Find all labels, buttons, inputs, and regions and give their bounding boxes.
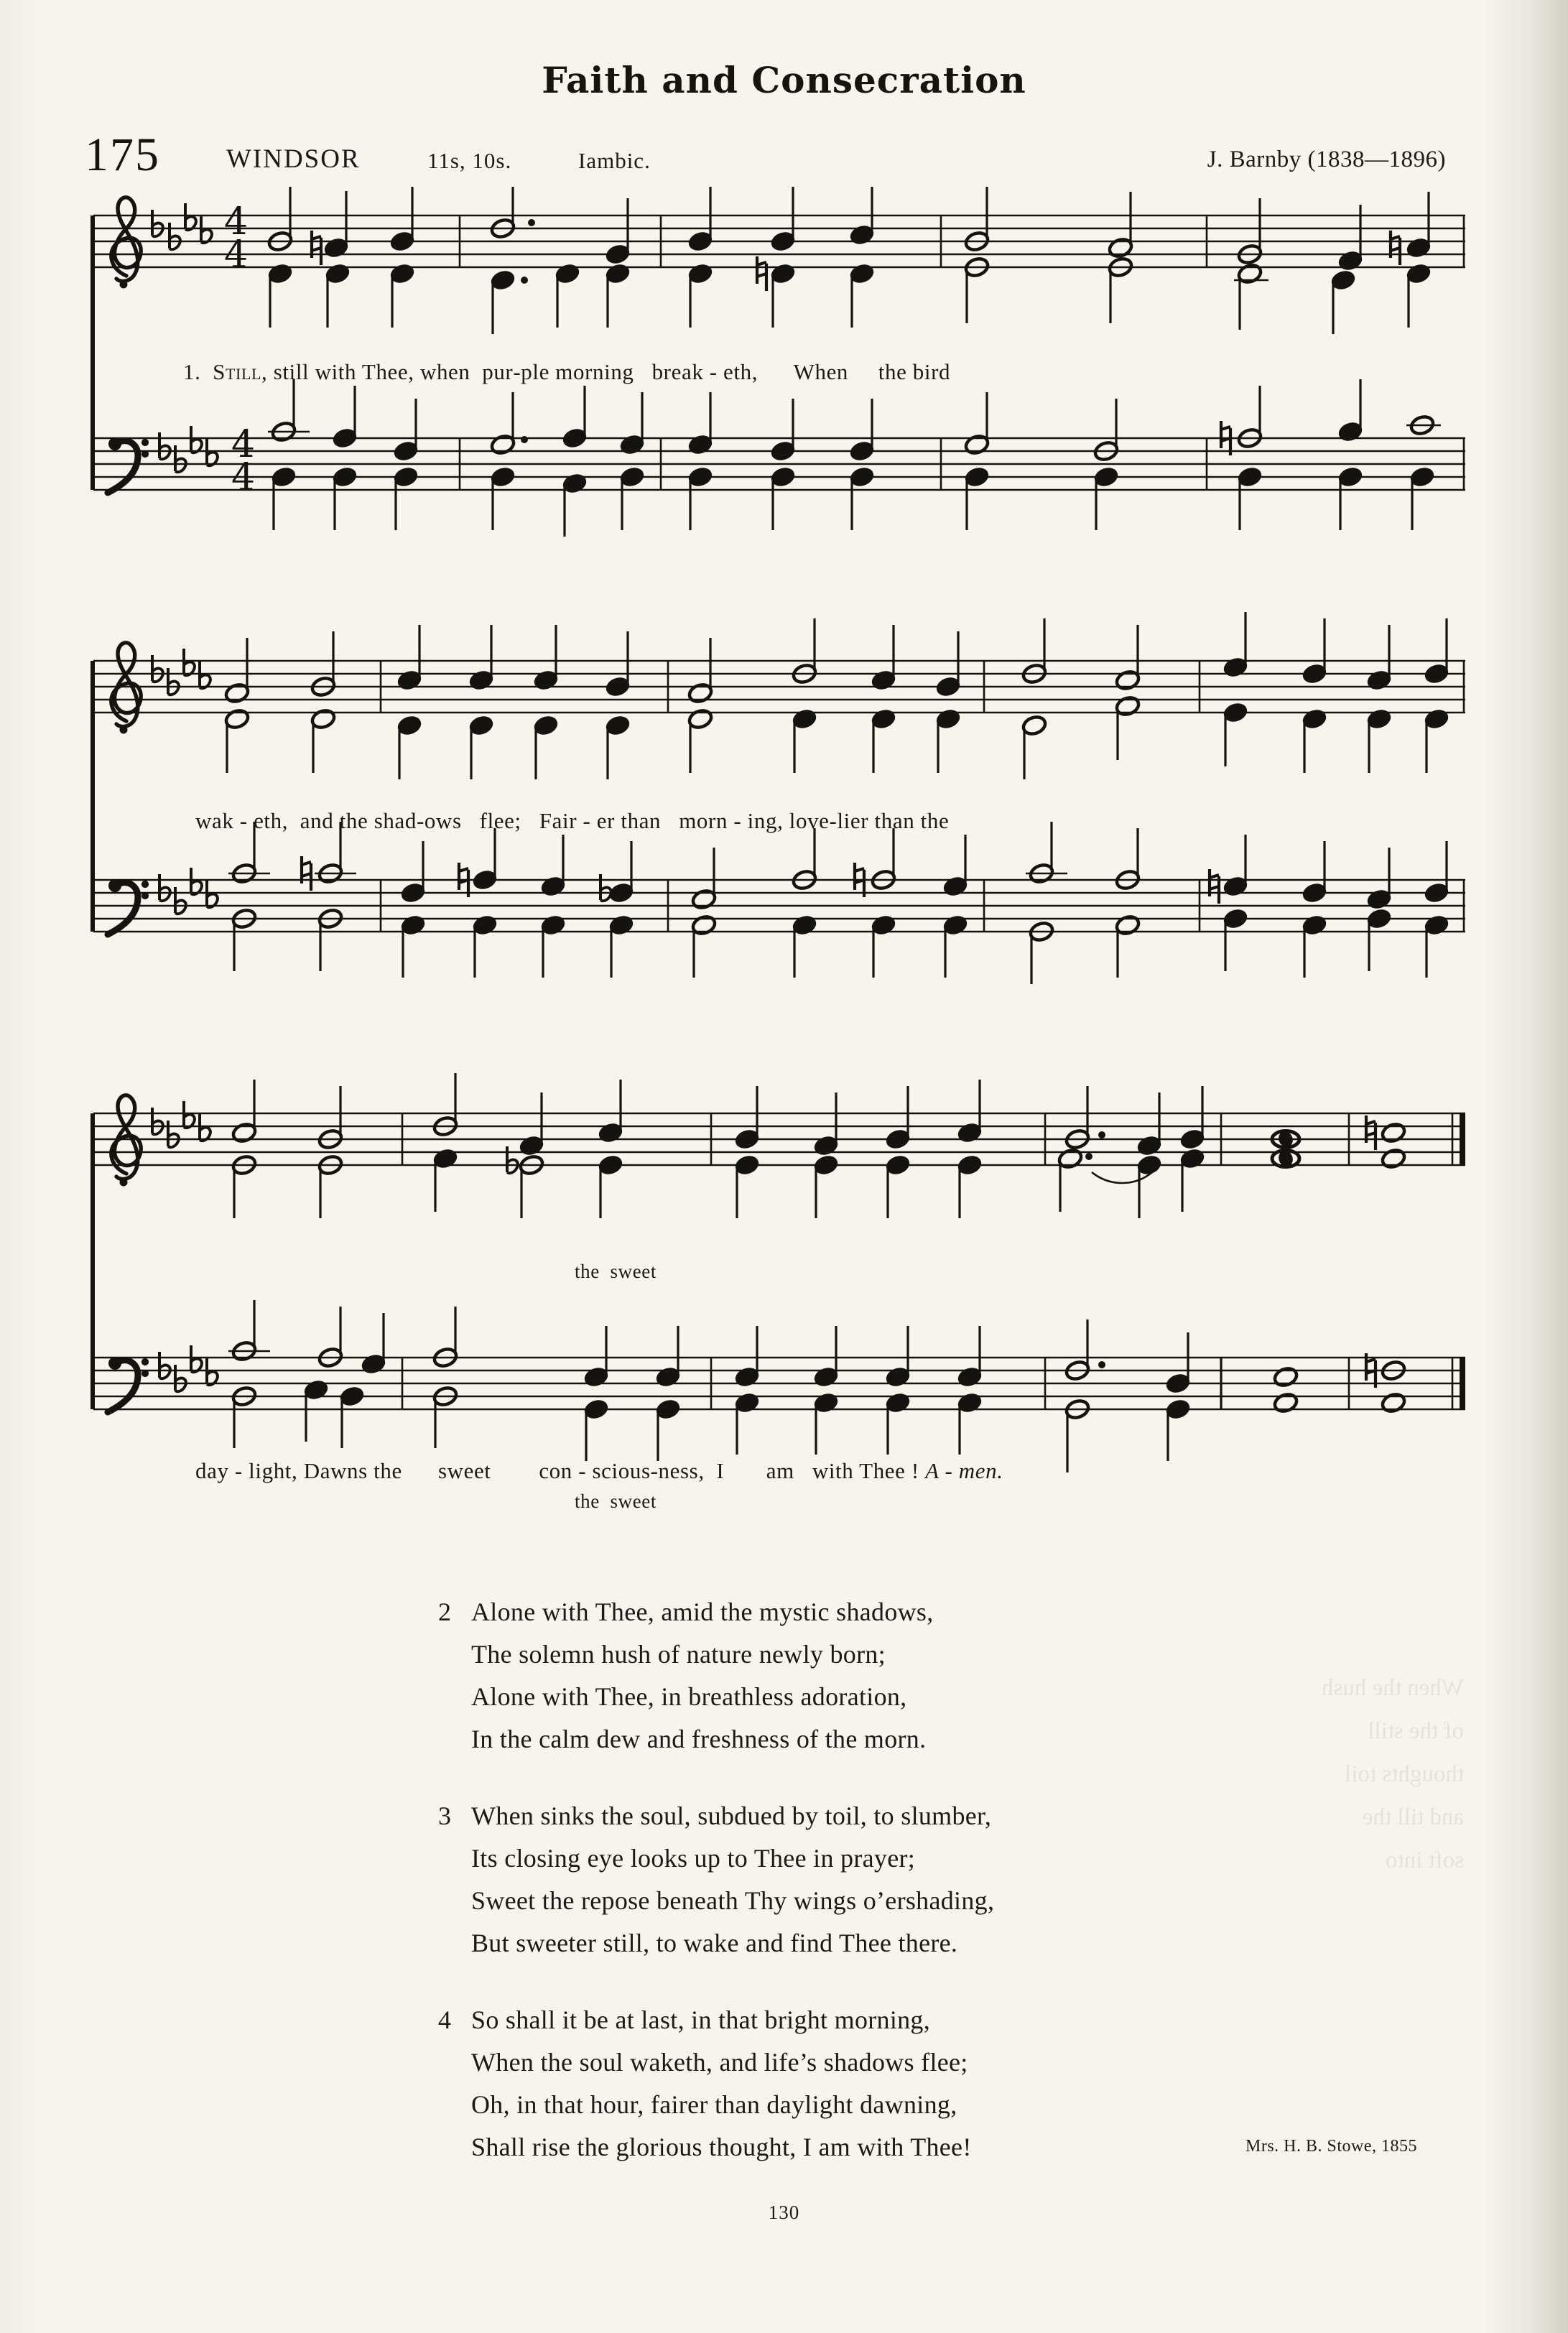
page-number: 130 bbox=[768, 2202, 800, 2223]
musical-notation bbox=[0, 187, 1568, 1523]
page-title: Faith and Consecration bbox=[542, 59, 1026, 101]
lyric-line-3 bbox=[195, 1458, 1003, 1484]
svg-text:4: 4 bbox=[231, 456, 256, 499]
verse-line: Its closing eye looks up to Thee in prayer; bbox=[471, 1844, 916, 1873]
lyric-line-1 bbox=[183, 359, 950, 385]
verse-line: Oh, in that hour, fairer than daylight dawning, bbox=[471, 2090, 957, 2119]
verse-2 bbox=[0, 1591, 1568, 1761]
hymn-number: 175 bbox=[85, 129, 160, 181]
svg-text:4: 4 bbox=[224, 233, 249, 277]
verse-line: The solemn hush of nature newly born; bbox=[471, 1640, 886, 1669]
lyric-text-1: 1. Still, still with Thee, when pur‑ple morning break - eth, When the bird bbox=[183, 359, 951, 384]
verse-line: Sweet the repose beneath Thy wings o’ershading, bbox=[471, 1886, 995, 1915]
verse-line: When the soul waketh, and life’s shadows flee; bbox=[471, 2048, 968, 2077]
page-bleed-through: When the hush of the still thoughts toil and till the soft into bbox=[1322, 1675, 1464, 1873]
svg-text:4: 4 bbox=[224, 200, 249, 243]
verse-number: 2 bbox=[438, 1597, 452, 1626]
verse-line: Shall rise the glorious thought, I am with Thee! bbox=[471, 2133, 972, 2161]
tune-name: WINDSOR bbox=[226, 144, 361, 174]
verse-line: So shall it be at last, in that bright morning, bbox=[471, 2005, 931, 2034]
hymn-rhythm: Iambic. bbox=[578, 148, 651, 173]
verse-line: Alone with Thee, amid the mystic shadows, bbox=[471, 1597, 934, 1626]
verse-number: 3 bbox=[438, 1801, 452, 1830]
lyric-text-2: wak - eth, and the shad-ows flee; Fair - er than morn - ing, love-lier than the bbox=[195, 808, 950, 833]
verse-number: 4 bbox=[438, 2005, 452, 2034]
lyric-text-3: day - light, Dawns the sweet con - scious-ness, I am with Thee ! A - men. bbox=[195, 1458, 1003, 1483]
verse-3 bbox=[0, 1795, 1568, 1965]
verses-block bbox=[0, 1591, 1568, 2203]
verse-line: In the calm dew and freshness of the morn. bbox=[471, 1725, 927, 1753]
lyric-line-2 bbox=[195, 808, 949, 834]
svg-text:4: 4 bbox=[231, 423, 256, 466]
cue-lyric-top: the sweet bbox=[575, 1261, 657, 1282]
verse-line: But sweeter still, to wake and find Thee there. bbox=[471, 1929, 958, 1957]
verse-line: When sinks the soul, subdued by toil, to slumber, bbox=[471, 1801, 992, 1830]
cue-lyric-bottom: the sweet bbox=[575, 1490, 657, 1512]
hymn-meter: 11s, 10s. bbox=[427, 148, 512, 173]
verse-line: Alone with Thee, in breathless adoration, bbox=[471, 1682, 907, 1711]
author-attribution: Mrs. H. B. Stowe, 1855 bbox=[1245, 2137, 1417, 2156]
composer-credit: J. Barnby (1838—1896) bbox=[1207, 147, 1446, 172]
